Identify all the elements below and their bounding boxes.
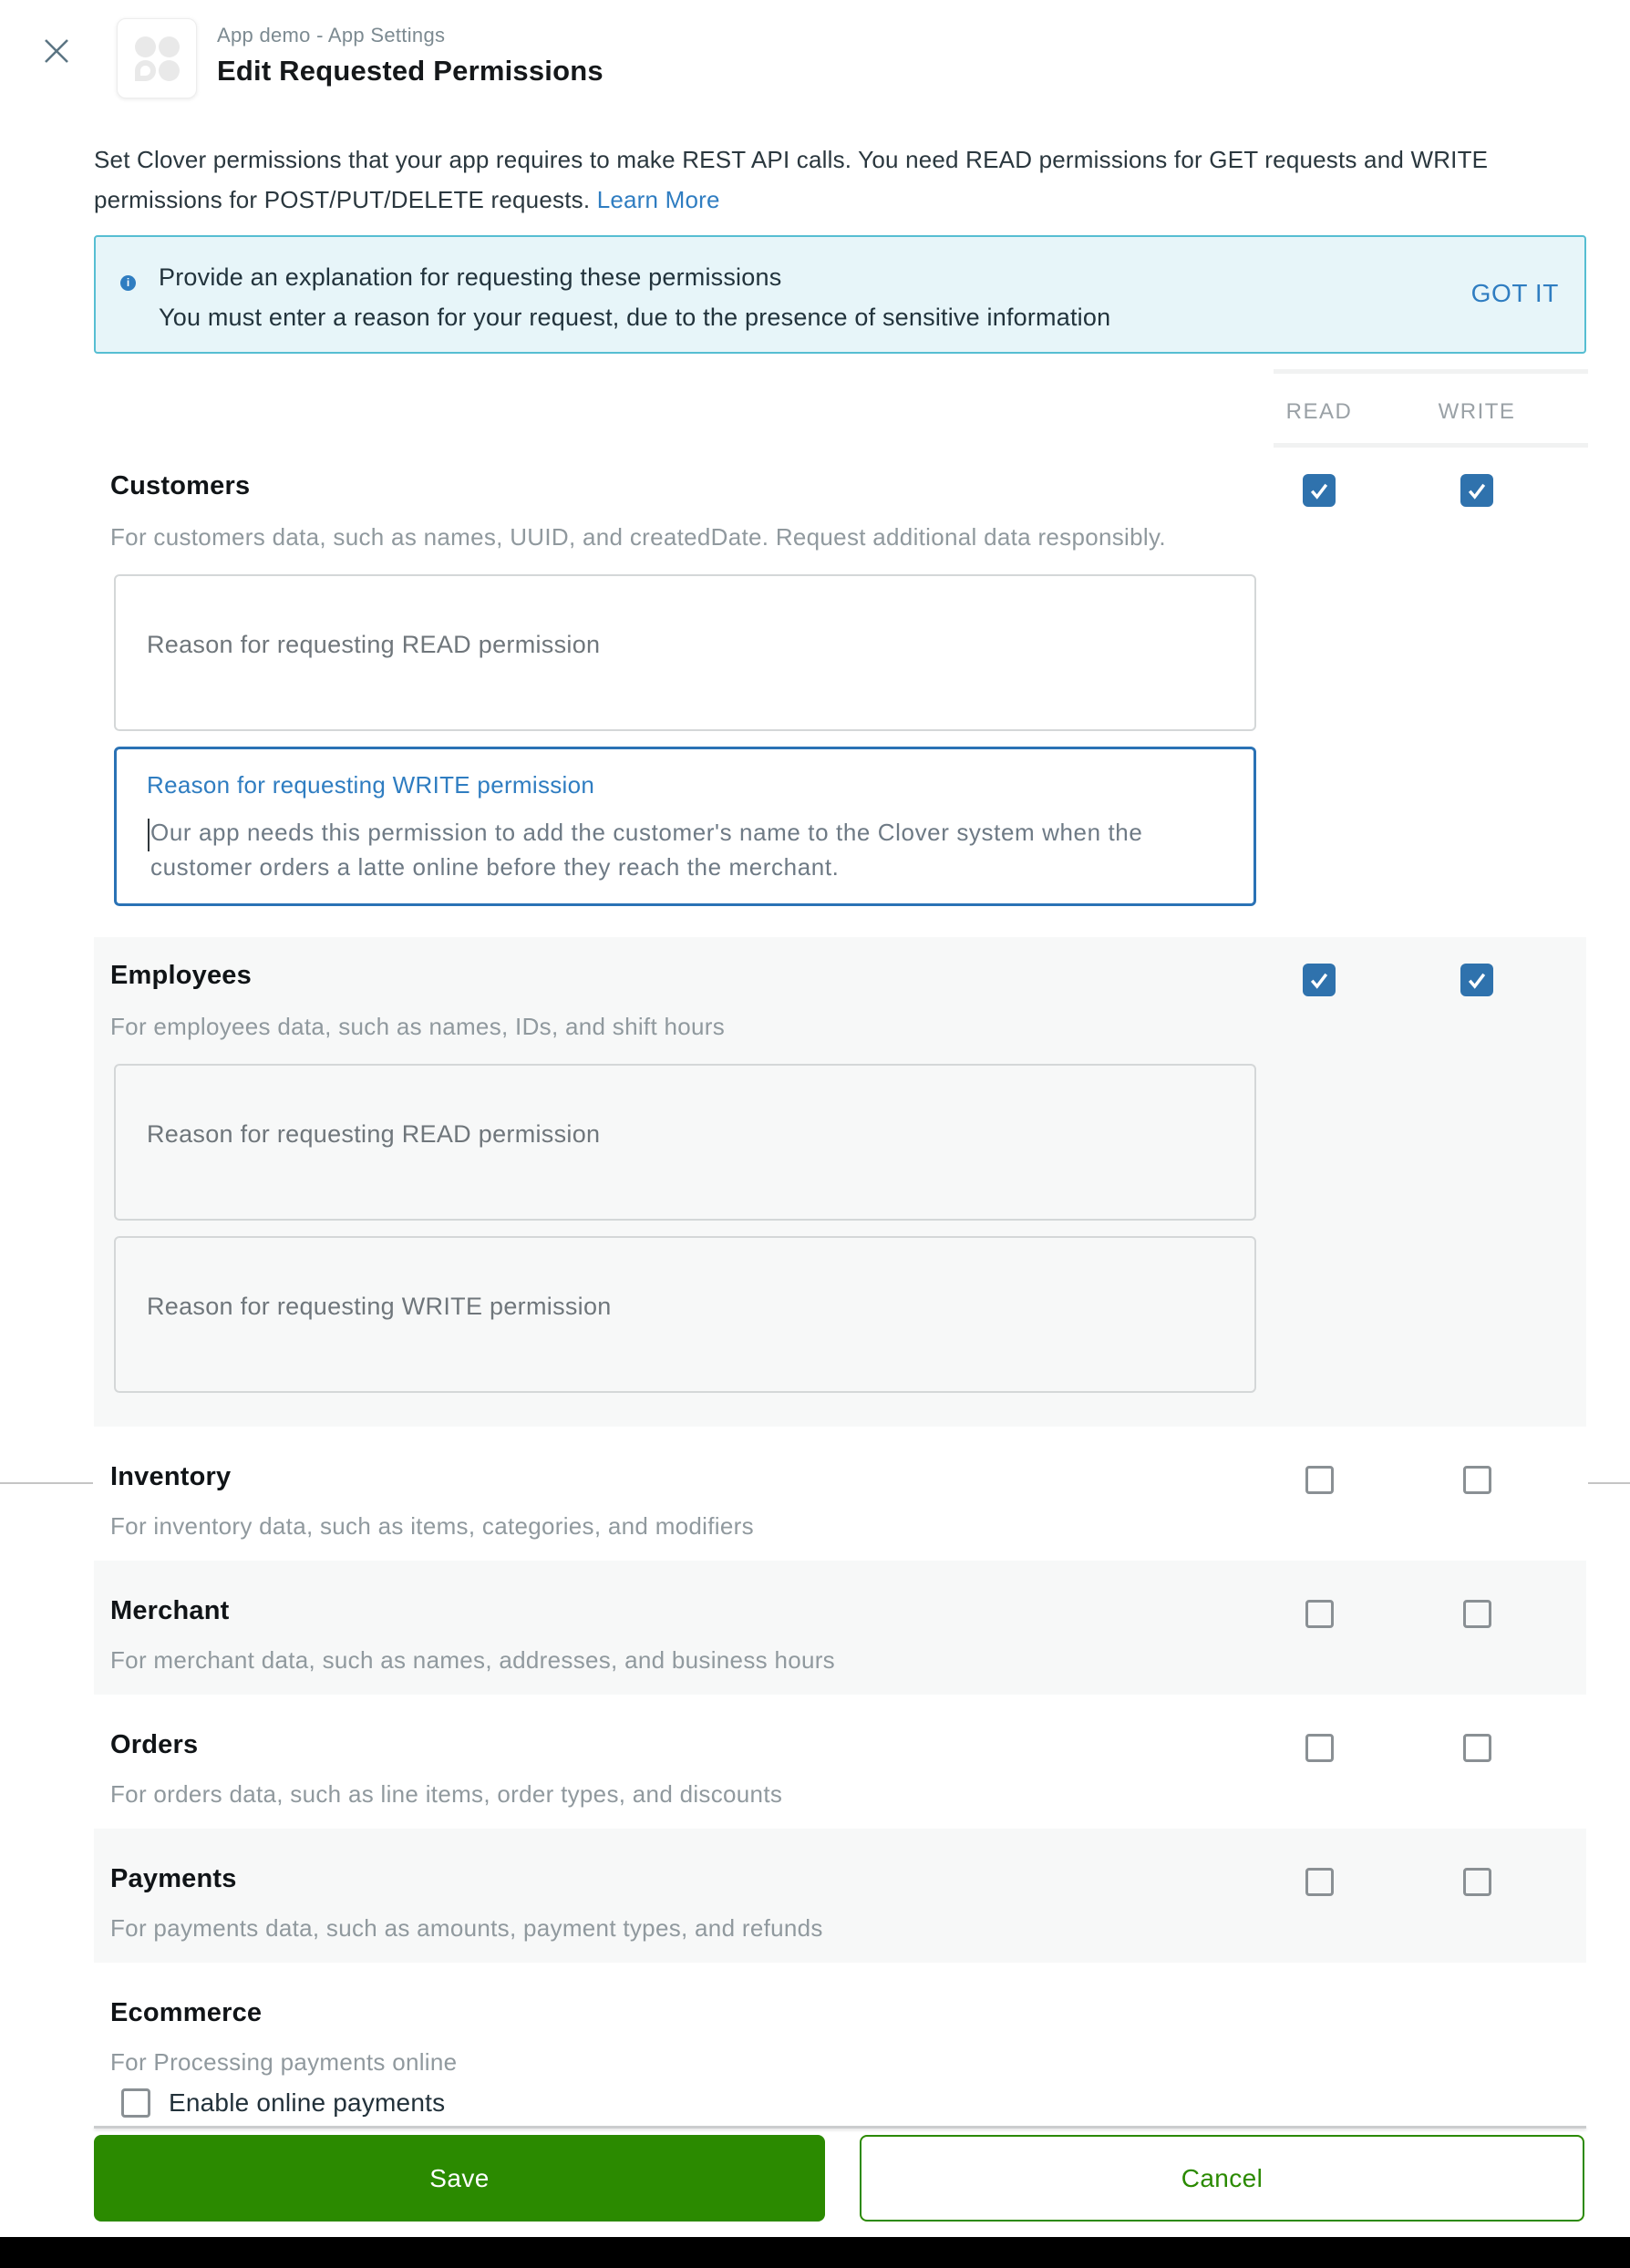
enable-online-payments-checkbox[interactable] bbox=[121, 2088, 150, 2118]
permission-section-customers bbox=[94, 448, 1586, 937]
section-title: Employees bbox=[110, 961, 252, 990]
textarea-placeholder: Reason for requesting WRITE permission bbox=[147, 1293, 612, 1320]
section-title: Merchant bbox=[110, 1596, 230, 1625]
banner-title: Provide an explanation for requesting these permissions bbox=[159, 263, 782, 291]
section-description: For employees data, such as names, IDs, and shift hours bbox=[110, 1013, 726, 1040]
breadcrumb: App demo - App Settings bbox=[217, 24, 446, 46]
bottom-black-bar bbox=[0, 2237, 1630, 2268]
payments-write-checkbox[interactable] bbox=[1463, 1868, 1491, 1896]
permission-sections bbox=[0, 448, 1630, 2121]
cancel-button[interactable]: Cancel bbox=[860, 2135, 1584, 2222]
orders-write-checkbox[interactable] bbox=[1463, 1734, 1491, 1762]
section-title: Customers bbox=[110, 471, 251, 500]
clover-logo-icon bbox=[135, 36, 180, 81]
column-write-label: WRITE bbox=[1438, 399, 1516, 424]
column-read-label: READ bbox=[1285, 399, 1353, 424]
permission-columns-header bbox=[1274, 369, 1588, 448]
textarea-label: Reason for requesting WRITE permission bbox=[147, 771, 595, 799]
employees-write-reason-textarea[interactable] bbox=[114, 1236, 1256, 1393]
background-rule-right bbox=[1588, 1482, 1630, 1484]
employees-read-checkbox[interactable] bbox=[1303, 964, 1336, 996]
banner-subtitle: You must enter a reason for your request, due to the presence of sensitive information bbox=[159, 304, 1111, 331]
merchant-read-checkbox[interactable] bbox=[1305, 1600, 1334, 1628]
textarea-placeholder: Reason for requesting READ permission bbox=[147, 631, 601, 658]
section-description: For inventory data, such as items, categories, and modifiers bbox=[110, 1512, 754, 1540]
got-it-button[interactable]: GOT IT bbox=[1470, 279, 1559, 307]
text-caret bbox=[148, 819, 150, 851]
section-description: For Processing payments online bbox=[110, 2048, 458, 2076]
permission-section-employees bbox=[94, 937, 1586, 1427]
payments-read-checkbox[interactable] bbox=[1305, 1868, 1334, 1896]
ecommerce-option-row bbox=[121, 2088, 1586, 2121]
info-icon: i bbox=[120, 275, 136, 291]
permission-section-payments bbox=[94, 1829, 1586, 1963]
close-icon[interactable] bbox=[42, 36, 71, 66]
customers-read-reason-textarea[interactable] bbox=[114, 574, 1256, 731]
textarea-placeholder: Reason for requesting READ permission bbox=[147, 1120, 601, 1148]
inventory-write-checkbox[interactable] bbox=[1463, 1466, 1491, 1494]
section-description: For orders data, such as line items, order types, and discounts bbox=[110, 1780, 783, 1808]
page-title: Edit Requested Permissions bbox=[217, 55, 604, 87]
inventory-read-checkbox[interactable] bbox=[1305, 1466, 1334, 1494]
customers-write-reason-textarea[interactable] bbox=[114, 747, 1256, 906]
save-button[interactable]: Save bbox=[94, 2135, 825, 2222]
section-description: For payments data, such as amounts, payment types, and refunds bbox=[110, 1914, 823, 1942]
section-title: Inventory bbox=[110, 1462, 232, 1491]
section-title: Ecommerce bbox=[110, 1998, 263, 2027]
textarea-value: Our app needs this permission to add the customer's name to the Clover system when the customer orders a latte online before they reach the merchant. bbox=[150, 819, 1143, 881]
orders-read-checkbox[interactable] bbox=[1305, 1734, 1334, 1762]
enable-online-payments-label: Enable online payments bbox=[169, 2088, 446, 2117]
permission-section-inventory bbox=[94, 1427, 1586, 1561]
merchant-write-checkbox[interactable] bbox=[1463, 1600, 1491, 1628]
app-icon bbox=[117, 18, 197, 98]
section-description: For customers data, such as names, UUID, and createdDate. Request additional data responsibly. bbox=[110, 523, 1166, 551]
section-title: Orders bbox=[110, 1730, 199, 1759]
footer-divider bbox=[94, 2126, 1586, 2129]
background-rule-left bbox=[0, 1482, 93, 1484]
customers-read-checkbox[interactable] bbox=[1303, 474, 1336, 507]
intro-line-1: Set Clover permissions that your app requires to make REST API calls. You need READ permissions for GET requests and WRITE bbox=[94, 146, 1489, 173]
customers-write-checkbox[interactable] bbox=[1460, 474, 1493, 507]
intro-text bbox=[94, 139, 1488, 220]
permission-section-ecommerce bbox=[94, 1963, 1586, 2121]
info-banner bbox=[94, 235, 1586, 354]
section-description: For merchant data, such as names, addresses, and business hours bbox=[110, 1646, 835, 1674]
permission-section-orders bbox=[94, 1695, 1586, 1829]
intro-line-2: permissions for POST/PUT/DELETE requests. Learn More bbox=[94, 186, 720, 213]
permission-section-merchant bbox=[94, 1561, 1586, 1695]
employees-write-checkbox[interactable] bbox=[1460, 964, 1493, 996]
section-title: Payments bbox=[110, 1864, 237, 1893]
employees-read-reason-textarea[interactable] bbox=[114, 1064, 1256, 1221]
learn-more-link[interactable]: Learn More bbox=[596, 186, 720, 213]
